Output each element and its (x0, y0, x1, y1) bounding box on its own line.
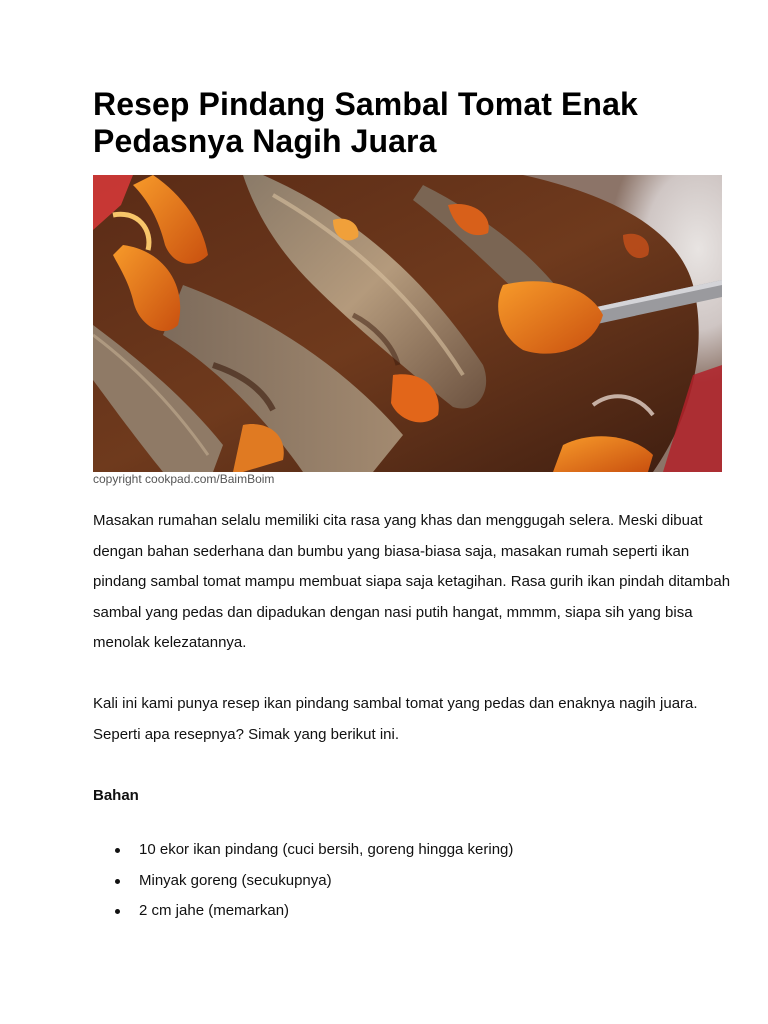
ingredient-text: 10 ekor ikan pindang (cuci bersih, goreng hingga kering) (139, 841, 514, 858)
ingredient-text: Minyak goreng (secukupnya) (139, 871, 332, 889)
ingredient-item (93, 835, 513, 866)
ingredient-item (93, 866, 513, 897)
lead-paragraph: Kali ini kami punya resep ikan pindang sambal tomat yang pedas dan enaknya nagih juara. Seperti apa resepnya? Simak yang berikut ini. (93, 695, 698, 743)
article-title: Resep Pindang Sambal Tomat Enak Pedasnya Nagih Juara (93, 86, 638, 159)
ingredient-item (93, 896, 513, 927)
dish-photo (93, 175, 722, 472)
intro-paragraph: Masakan rumahan selalu memiliki cita rasa yang khas dan menggugah selera. Meski dibuat dengan bahan sederhana dan bumbu yang biasa-biasa saja, masakan rumah seperti ikan pindang sambal tomat mampu membuat siapa saja ketagihan. Rasa gurih ikan pindah ditambah sambal yang pedas dan dipadukan dengan nasi putih hangat, mmmm, siapa sih yang bisa menolak kelezatannya. (93, 512, 731, 651)
bullet-icon (115, 909, 120, 914)
ingredient-text: 2 cm jahe (memarkan) (139, 902, 290, 919)
bullet-icon (115, 848, 120, 853)
ingredients-heading: Bahan (93, 787, 139, 804)
bullet-icon (115, 879, 120, 884)
image-caption: copyright cookpad.com/BaimBoim (93, 472, 275, 486)
ingredients-list (93, 835, 513, 927)
